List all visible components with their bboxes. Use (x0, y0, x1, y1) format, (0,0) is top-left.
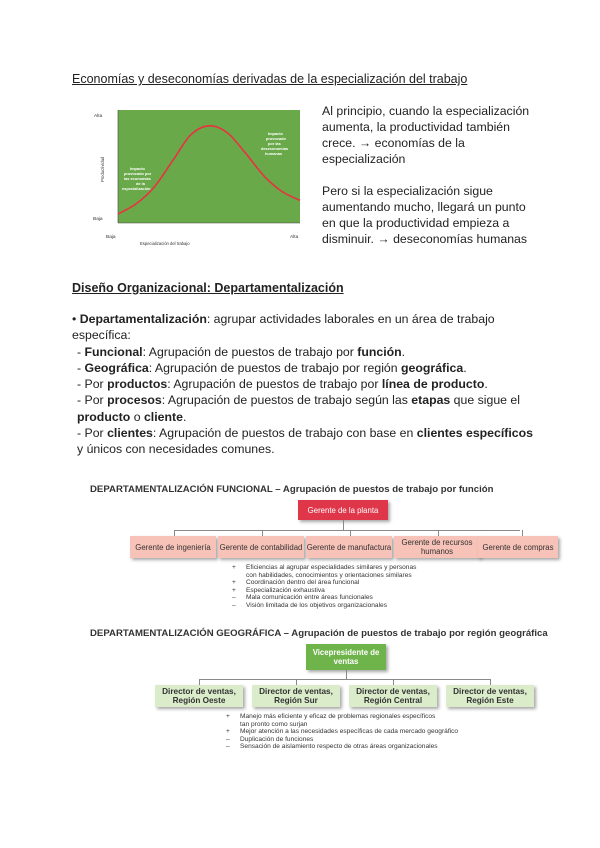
functional-department-box: Gerente de manufactura (306, 536, 392, 558)
pro-con-symbol: – (232, 594, 236, 602)
text-run: - Por (77, 377, 108, 392)
ann-left-line: Impacto (130, 166, 145, 171)
bold-term: clientes específicos (416, 426, 533, 441)
intro-term: Departamentalización (79, 312, 207, 326)
pro-con-text: Duplicación de funciones (240, 735, 314, 743)
ann-right-line: Impacto (268, 131, 283, 136)
functional-department-box: Gerente de compras (478, 536, 558, 558)
x-axis-title: Especialización del trabajo (140, 241, 190, 246)
pro-con-text: Eficiencias al agrupar especialidades similares y personas (246, 564, 417, 571)
geographic-title: DEPARTAMENTALIZACIÓN GEOGRÁFICA – Agrupación de puestos de trabajo por región geográfica (90, 628, 548, 639)
pro-con-text: Manejo más eficiente y eficaz de problemas regionales específicos (240, 713, 436, 720)
regional-director-box: Director de ventas, Región Central (349, 685, 437, 707)
text-run: . (484, 377, 488, 392)
y-top-label: Alta (94, 114, 103, 119)
pro-con-symbol (226, 721, 240, 729)
bold-term: Funcional (84, 344, 143, 359)
text-run: - (77, 344, 85, 359)
intro-paragraph: • Departamentalización: agrupar actividades laborales en un área de trabajo específica: (72, 312, 495, 343)
pro-con-text: Especialización exhaustiva (246, 586, 325, 594)
pro-con-symbol: – (226, 735, 230, 743)
bold-term: producto (77, 409, 131, 424)
text-run: : Agrupación de puestos de trabajo por (142, 344, 358, 359)
section-heading-economies: Economías y deseconomías derivadas de la especialización del trabajo (72, 72, 468, 86)
connector (174, 530, 520, 531)
bold-term: Geográfica (84, 360, 149, 375)
departmentalization-type (72, 360, 542, 376)
bold-term: cliente (143, 409, 183, 424)
text-run: : Agrupación de puestos de trabajo por (167, 377, 382, 392)
y-axis-title: Productividad (100, 156, 105, 182)
departmentalization-type (72, 425, 542, 458)
departmentalization-type (72, 376, 542, 392)
geographic-pros-cons (226, 713, 526, 751)
bold-term: función (357, 344, 402, 359)
explanation-p1: Al principio, cuando la especialización aumenta, la productividad también crece. → economías de la especialización (322, 104, 530, 166)
ann-right-line: deseconomías (261, 146, 289, 151)
bold-term: línea de producto (381, 377, 485, 392)
pros-cons-item (232, 579, 512, 587)
functional-department-box: Gerente de contabilidad (218, 536, 304, 558)
text-run: . (182, 409, 187, 424)
ann-right-line: humanas (265, 151, 283, 156)
pro-con-text: tan pronto como surjan (240, 720, 308, 728)
functional-department-box: Gerente de recursos humanos (394, 536, 480, 558)
x-left-label: Baja (106, 235, 116, 240)
specialization-chart (88, 102, 308, 247)
text-run: : Agrupación de puestos de trabajo por región (148, 360, 402, 375)
pro-con-symbol: – (226, 743, 230, 751)
bold-term: geográfica (401, 360, 464, 375)
pro-con-symbol: + (232, 586, 236, 594)
bold-term: etapas (411, 393, 451, 408)
departmentalization-type (72, 344, 542, 360)
text-run: - Por (77, 393, 108, 408)
text-run: : Agrupación de puestos de trabajo según las (161, 393, 412, 408)
chart-svg (88, 102, 308, 247)
pros-cons-item (226, 721, 526, 729)
plot-area (118, 110, 300, 223)
ann-left-line: especialización (122, 186, 151, 191)
pros-cons-item (226, 743, 526, 751)
ann-right-line: provocado (266, 136, 286, 141)
chart-explanation (322, 103, 537, 247)
pro-con-text: Sensación de aislamiento respecto de otras áreas organizacionales (240, 743, 438, 751)
pro-con-text: con habilidades, conocimientos y orientaciones similares (246, 571, 412, 579)
plant-manager-box: Gerente de la planta (298, 500, 388, 520)
regional-director-box: Director de ventas, Región Este (446, 685, 534, 707)
text-run: o (130, 409, 144, 424)
bold-term: procesos (107, 393, 162, 408)
pro-con-text: Mejor atención a las necesidades específicas de cada mercado geográfico (240, 728, 459, 736)
x-right-label: Alta (290, 235, 299, 240)
text-run: - (77, 360, 85, 375)
connector (343, 520, 344, 530)
pros-cons-item (226, 736, 526, 744)
text-run: - Por (77, 426, 108, 441)
pros-cons-item (226, 713, 526, 721)
pro-con-text: Mala comunicación entre áreas funcionales (246, 594, 373, 602)
ann-left-line: de la (136, 181, 145, 186)
departmentalization-type (72, 392, 542, 425)
functional-pros-cons (232, 564, 512, 610)
departmentalization-text (72, 311, 542, 458)
pro-con-symbol: + (226, 728, 230, 736)
section-heading-design: Diseño Organizacional: Departamentalización (72, 281, 344, 295)
pro-con-symbol: – (232, 601, 236, 609)
pro-con-symbol: + (232, 579, 236, 587)
pro-con-text: Coordinación dentro del área funcional (246, 579, 360, 587)
text-run: : Agrupación de puestos de trabajo con base en (152, 426, 417, 441)
text-run: que sigue el (450, 393, 521, 408)
functional-title: DEPARTAMENTALIZACIÓN FUNCIONAL – Agrupación de puestos de trabajo por función (90, 484, 494, 495)
intro-rest: : agrupar actividades laborales en un área de trabajo específica: (72, 312, 495, 343)
regional-director-box: Director de ventas, Región Oeste (155, 685, 243, 707)
pros-cons-item (232, 594, 512, 602)
pro-con-symbol (232, 572, 246, 580)
ann-left-line: provocado por (124, 171, 152, 176)
pros-cons-item (232, 587, 512, 595)
text-run: y únicos con necesidades comunes. (77, 442, 275, 457)
pros-cons-item (226, 728, 526, 736)
connector (346, 670, 347, 679)
bold-term: clientes (107, 426, 153, 441)
y-bottom-label: Baja (93, 217, 103, 222)
regional-director-box: Director de ventas, Región Sur (252, 685, 340, 707)
connector (200, 679, 490, 680)
text-run: . (401, 344, 406, 359)
ann-right-line: por las (268, 141, 281, 146)
pros-cons-item (232, 564, 512, 572)
functional-department-box: Gerente de ingeniería (130, 536, 216, 558)
pro-con-symbol: + (232, 564, 236, 571)
ann-left-line: las economías (124, 176, 151, 181)
explanation-p2: Pero si la especialización sigue aumentando mucho, llegará un punto en que la productividad empieza a disminuir. → deseconomías humanas (322, 184, 528, 246)
text-run: . (463, 360, 467, 375)
pro-con-text: Visión limitada de los objetivos organizacionales (246, 601, 387, 609)
pros-cons-item (232, 572, 512, 580)
pro-con-symbol: + (226, 713, 230, 720)
vp-sales-box: Vicepresidente de ventas (306, 644, 386, 670)
bold-term: productos (107, 377, 168, 392)
pros-cons-item (232, 602, 512, 610)
